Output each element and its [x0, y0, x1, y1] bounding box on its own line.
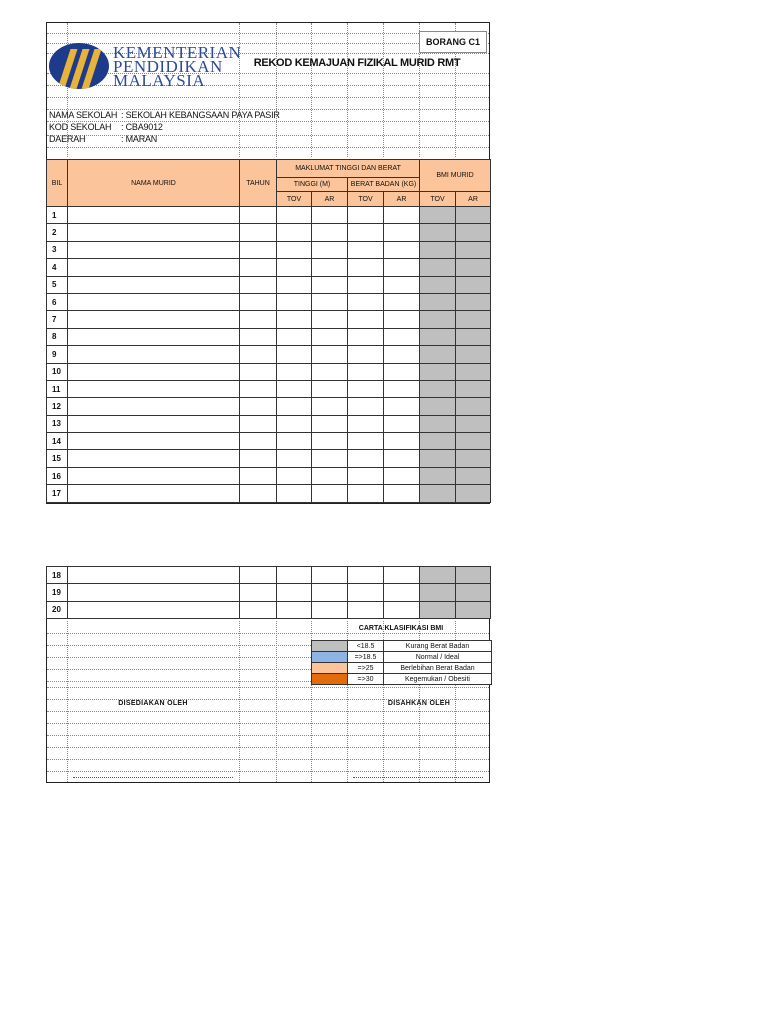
- row-number: 18: [47, 567, 68, 584]
- grid-line: [276, 23, 277, 157]
- bmi-ar-cell[interactable]: [456, 311, 491, 328]
- height-ar-cell[interactable]: [312, 241, 348, 258]
- table-row: [47, 241, 491, 258]
- year-cell[interactable]: [240, 276, 277, 293]
- weight-ar-cell[interactable]: [384, 601, 420, 618]
- grid-line: [47, 147, 489, 148]
- weight-tov-cell[interactable]: [348, 433, 384, 450]
- logo-text-line2: PENDIDIKAN: [113, 57, 223, 76]
- row-number: 3: [47, 241, 68, 258]
- student-name-cell[interactable]: [68, 467, 240, 484]
- ministry-emblem-icon: [49, 43, 109, 89]
- bmi-tov-cell[interactable]: [420, 241, 456, 258]
- weight-tov-cell[interactable]: [348, 224, 384, 241]
- weight-tov-cell[interactable]: [348, 328, 384, 345]
- bmi-tov-cell[interactable]: [420, 311, 456, 328]
- table-row: [47, 601, 491, 618]
- bmi-tov-cell[interactable]: [420, 363, 456, 380]
- form-code-box: BORANG C1: [419, 31, 487, 53]
- bmi-tov-cell[interactable]: [420, 380, 456, 397]
- grid-line: [47, 711, 489, 712]
- table-row: [47, 328, 491, 345]
- year-cell[interactable]: [240, 224, 277, 241]
- height-tov-cell[interactable]: [277, 601, 312, 618]
- prepared-by-label: DISEDIAKAN OLEH: [118, 700, 188, 707]
- height-tov-cell[interactable]: [277, 293, 312, 310]
- year-cell[interactable]: [240, 485, 277, 502]
- bmi-color-swatch: [312, 674, 348, 685]
- height-ar-cell[interactable]: [312, 293, 348, 310]
- row-number: 11: [47, 380, 68, 397]
- bmi-ar-cell[interactable]: [456, 259, 491, 276]
- weight-tov-cell[interactable]: [348, 467, 384, 484]
- grid-line: [347, 23, 348, 157]
- year-cell[interactable]: [240, 467, 277, 484]
- height-tov-cell[interactable]: [277, 567, 312, 584]
- bmi-ar-cell[interactable]: [456, 380, 491, 397]
- weight-tov-cell[interactable]: [348, 363, 384, 380]
- year-cell[interactable]: [240, 293, 277, 310]
- approved-by-label: DISAHKAN OLEH: [387, 700, 451, 707]
- row-number: 2: [47, 224, 68, 241]
- bmi-legend-table: [311, 640, 492, 685]
- bmi-color-swatch: [312, 652, 348, 663]
- bmi-tov-cell[interactable]: [420, 467, 456, 484]
- year-cell[interactable]: [240, 584, 277, 601]
- student-name-cell[interactable]: [68, 207, 240, 224]
- bmi-ar-cell[interactable]: [456, 467, 491, 484]
- height-ar-cell[interactable]: [312, 467, 348, 484]
- weight-ar-cell[interactable]: [384, 584, 420, 601]
- height-tov-cell[interactable]: [277, 433, 312, 450]
- grid-line: [311, 23, 312, 157]
- height-ar-cell[interactable]: [312, 450, 348, 467]
- bmi-ar-cell[interactable]: [456, 415, 491, 432]
- weight-ar-cell[interactable]: [384, 485, 420, 502]
- height-ar-cell[interactable]: [312, 433, 348, 450]
- student-record-table: [46, 159, 491, 503]
- ministry-logo: [49, 43, 242, 95]
- prepared-by-signature-line: [73, 777, 233, 778]
- table-row: [47, 415, 491, 432]
- student-name-cell[interactable]: [68, 293, 240, 310]
- approved-by-signature-line: [353, 777, 483, 778]
- student-name-cell[interactable]: [68, 601, 240, 618]
- table-row: [47, 485, 491, 502]
- bmi-tov-cell[interactable]: [420, 398, 456, 415]
- height-tov-cell[interactable]: [277, 485, 312, 502]
- grid-line: [47, 687, 489, 688]
- student-name-cell[interactable]: [68, 346, 240, 363]
- bmi-legend-row: [312, 641, 492, 652]
- year-cell[interactable]: [240, 433, 277, 450]
- bmi-tov-cell[interactable]: [420, 293, 456, 310]
- grid-line: [47, 735, 489, 736]
- bmi-tov-cell[interactable]: [420, 567, 456, 584]
- weight-ar-cell[interactable]: [384, 567, 420, 584]
- row-number: 19: [47, 584, 68, 601]
- height-ar-cell[interactable]: [312, 276, 348, 293]
- bmi-ar-cell[interactable]: [456, 433, 491, 450]
- header-weight-tov: TOV: [348, 192, 384, 207]
- row-number: 7: [47, 311, 68, 328]
- header-bmi-tov: TOV: [420, 192, 456, 207]
- student-name-cell[interactable]: [68, 241, 240, 258]
- bmi-category-label: Kegemukan / Obesiti: [384, 674, 492, 685]
- bmi-tov-cell[interactable]: [420, 328, 456, 345]
- height-tov-cell[interactable]: [277, 328, 312, 345]
- district-row: [49, 134, 158, 144]
- grid-line: [47, 633, 489, 634]
- row-number: 17: [47, 485, 68, 502]
- grid-line: [47, 723, 489, 724]
- height-ar-cell[interactable]: [312, 601, 348, 618]
- weight-ar-cell[interactable]: [384, 380, 420, 397]
- district-value: : MARAN: [121, 134, 158, 144]
- weight-tov-cell[interactable]: [348, 293, 384, 310]
- student-name-cell[interactable]: [68, 363, 240, 380]
- bmi-legend-title: CARTA KLASIFIKASI BMI: [358, 625, 444, 632]
- year-cell[interactable]: [240, 328, 277, 345]
- bmi-ar-cell[interactable]: [456, 276, 491, 293]
- header-year: TAHUN: [240, 160, 277, 207]
- grid-line: [47, 121, 489, 122]
- row-number: 13: [47, 415, 68, 432]
- bmi-range: <18.5: [348, 641, 384, 652]
- weight-tov-cell[interactable]: [348, 584, 384, 601]
- bmi-ar-cell[interactable]: [456, 346, 491, 363]
- logo-text-line1: KEMENTERIAN: [113, 43, 242, 62]
- weight-ar-cell[interactable]: [384, 293, 420, 310]
- bmi-category-label: Normal / Ideal: [384, 652, 492, 663]
- table-row: [47, 380, 491, 397]
- bmi-tov-cell[interactable]: [420, 433, 456, 450]
- weight-tov-cell[interactable]: [348, 601, 384, 618]
- student-name-cell[interactable]: [68, 398, 240, 415]
- student-rows-page-1: [47, 207, 491, 503]
- weight-ar-cell[interactable]: [384, 346, 420, 363]
- header-height-weight-info: MAKLUMAT TINGGI DAN BERAT: [277, 160, 420, 178]
- grid-line: [276, 621, 277, 782]
- header-height-ar: AR: [312, 192, 348, 207]
- bmi-ar-cell[interactable]: [456, 485, 491, 502]
- bmi-range: =>25: [348, 663, 384, 674]
- row-number: 5: [47, 276, 68, 293]
- row-number: 8: [47, 328, 68, 345]
- bmi-ar-cell[interactable]: [456, 207, 491, 224]
- weight-ar-cell[interactable]: [384, 415, 420, 432]
- bmi-tov-cell[interactable]: [420, 259, 456, 276]
- bmi-tov-cell[interactable]: [420, 450, 456, 467]
- height-tov-cell[interactable]: [277, 398, 312, 415]
- weight-tov-cell[interactable]: [348, 415, 384, 432]
- bmi-tov-cell[interactable]: [420, 207, 456, 224]
- weight-ar-cell[interactable]: [384, 450, 420, 467]
- height-tov-cell[interactable]: [277, 276, 312, 293]
- bmi-legend-row: [312, 674, 492, 685]
- height-ar-cell[interactable]: [312, 259, 348, 276]
- height-tov-cell[interactable]: [277, 584, 312, 601]
- row-number: 1: [47, 207, 68, 224]
- student-name-cell[interactable]: [68, 485, 240, 502]
- year-cell[interactable]: [240, 567, 277, 584]
- weight-tov-cell[interactable]: [348, 398, 384, 415]
- form-sheet-page-1: [46, 22, 490, 504]
- logo-text-line3: MALAYSIA: [113, 71, 206, 90]
- row-number: 6: [47, 293, 68, 310]
- weight-tov-cell[interactable]: [348, 380, 384, 397]
- form-sheet-page-2: [46, 566, 490, 783]
- year-cell[interactable]: [240, 346, 277, 363]
- year-cell[interactable]: [240, 398, 277, 415]
- header-weight-ar: AR: [384, 192, 420, 207]
- bmi-tov-cell[interactable]: [420, 601, 456, 618]
- table-row: [47, 450, 491, 467]
- row-number: 4: [47, 259, 68, 276]
- weight-ar-cell[interactable]: [384, 241, 420, 258]
- height-ar-cell[interactable]: [312, 584, 348, 601]
- height-tov-cell[interactable]: [277, 311, 312, 328]
- year-cell[interactable]: [240, 207, 277, 224]
- weight-tov-cell[interactable]: [348, 450, 384, 467]
- grid-line: [47, 135, 489, 136]
- table-row: [47, 293, 491, 310]
- bmi-tov-cell[interactable]: [420, 224, 456, 241]
- student-record-table-continued: [46, 566, 491, 619]
- height-ar-cell[interactable]: [312, 398, 348, 415]
- bmi-ar-cell[interactable]: [456, 241, 491, 258]
- table-row: [47, 433, 491, 450]
- weight-ar-cell[interactable]: [384, 328, 420, 345]
- weight-ar-cell[interactable]: [384, 311, 420, 328]
- height-ar-cell[interactable]: [312, 380, 348, 397]
- weight-tov-cell[interactable]: [348, 259, 384, 276]
- bmi-ar-cell[interactable]: [456, 363, 491, 380]
- header-bmi-ar: AR: [456, 192, 491, 207]
- bmi-range: =>30: [348, 674, 384, 685]
- row-number: 20: [47, 601, 68, 618]
- year-cell[interactable]: [240, 601, 277, 618]
- bmi-color-swatch: [312, 663, 348, 674]
- bmi-ar-cell[interactable]: [456, 328, 491, 345]
- year-cell[interactable]: [240, 363, 277, 380]
- height-tov-cell[interactable]: [277, 207, 312, 224]
- weight-tov-cell[interactable]: [348, 485, 384, 502]
- height-tov-cell[interactable]: [277, 363, 312, 380]
- weight-ar-cell[interactable]: [384, 433, 420, 450]
- bmi-ar-cell[interactable]: [456, 293, 491, 310]
- table-row: [47, 346, 491, 363]
- bmi-legend-row: [312, 663, 492, 674]
- year-cell[interactable]: [240, 380, 277, 397]
- height-tov-cell[interactable]: [277, 224, 312, 241]
- height-ar-cell[interactable]: [312, 485, 348, 502]
- row-number: 15: [47, 450, 68, 467]
- year-cell[interactable]: [240, 450, 277, 467]
- grid-line: [47, 759, 489, 760]
- header-height: TINGGI (M): [277, 178, 348, 192]
- bmi-tov-cell[interactable]: [420, 584, 456, 601]
- bmi-tov-cell[interactable]: [420, 276, 456, 293]
- weight-ar-cell[interactable]: [384, 363, 420, 380]
- student-name-cell[interactable]: [68, 450, 240, 467]
- student-name-cell[interactable]: [68, 224, 240, 241]
- table-row: [47, 398, 491, 415]
- table-row: [47, 363, 491, 380]
- weight-ar-cell[interactable]: [384, 276, 420, 293]
- height-ar-cell[interactable]: [312, 415, 348, 432]
- student-name-cell[interactable]: [68, 584, 240, 601]
- school-code-value: : CBA9012: [121, 122, 163, 132]
- table-row: [47, 259, 491, 276]
- row-number: 16: [47, 467, 68, 484]
- bmi-legend-row: [312, 652, 492, 663]
- school-name-value: : SEKOLAH KEBANGSAAN PAYA PASIR: [121, 110, 280, 120]
- district-label: DAERAH: [49, 134, 86, 144]
- student-name-cell[interactable]: [68, 328, 240, 345]
- weight-tov-cell[interactable]: [348, 276, 384, 293]
- student-name-cell[interactable]: [68, 259, 240, 276]
- height-ar-cell[interactable]: [312, 207, 348, 224]
- height-tov-cell[interactable]: [277, 467, 312, 484]
- bmi-tov-cell[interactable]: [420, 415, 456, 432]
- student-name-cell[interactable]: [68, 380, 240, 397]
- year-cell[interactable]: [240, 259, 277, 276]
- bmi-ar-cell[interactable]: [456, 584, 491, 601]
- table-row: [47, 276, 491, 293]
- weight-tov-cell[interactable]: [348, 207, 384, 224]
- bmi-tov-cell[interactable]: [420, 346, 456, 363]
- row-number: 9: [47, 346, 68, 363]
- table-row: [47, 467, 491, 484]
- bmi-ar-cell[interactable]: [456, 450, 491, 467]
- school-name-row: [49, 110, 280, 120]
- bmi-tov-cell[interactable]: [420, 485, 456, 502]
- year-cell[interactable]: [240, 311, 277, 328]
- height-tov-cell[interactable]: [277, 450, 312, 467]
- weight-tov-cell[interactable]: [348, 311, 384, 328]
- height-ar-cell[interactable]: [312, 363, 348, 380]
- row-number: 14: [47, 433, 68, 450]
- table-row: [47, 567, 491, 584]
- school-code-row: [49, 122, 163, 132]
- height-tov-cell[interactable]: [277, 380, 312, 397]
- height-ar-cell[interactable]: [312, 567, 348, 584]
- weight-ar-cell[interactable]: [384, 398, 420, 415]
- row-number: 12: [47, 398, 68, 415]
- weight-tov-cell[interactable]: [348, 241, 384, 258]
- row-number: 10: [47, 363, 68, 380]
- grid-line: [239, 621, 240, 782]
- student-rows-page-2: [47, 567, 491, 619]
- year-cell[interactable]: [240, 415, 277, 432]
- grid-line: [47, 771, 489, 772]
- bmi-category-label: Berlebihan Berat Badan: [384, 663, 492, 674]
- student-name-cell[interactable]: [68, 415, 240, 432]
- weight-tov-cell[interactable]: [348, 346, 384, 363]
- student-name-cell[interactable]: [68, 276, 240, 293]
- bmi-ar-cell[interactable]: [456, 224, 491, 241]
- header-bmi: BMI MURID: [420, 160, 491, 192]
- student-name-cell[interactable]: [68, 567, 240, 584]
- height-tov-cell[interactable]: [277, 346, 312, 363]
- height-tov-cell[interactable]: [277, 259, 312, 276]
- bmi-ar-cell[interactable]: [456, 567, 491, 584]
- bmi-color-swatch: [312, 641, 348, 652]
- bmi-ar-cell[interactable]: [456, 601, 491, 618]
- year-cell[interactable]: [240, 241, 277, 258]
- school-code-label: KOD SEKOLAH: [49, 122, 112, 132]
- student-name-cell[interactable]: [68, 433, 240, 450]
- height-ar-cell[interactable]: [312, 311, 348, 328]
- school-name-label: NAMA SEKOLAH: [49, 110, 118, 120]
- height-ar-cell[interactable]: [312, 346, 348, 363]
- student-name-cell[interactable]: [68, 311, 240, 328]
- weight-ar-cell[interactable]: [384, 224, 420, 241]
- page-title: REKOD KEMAJUAN FIZIKAL MURID RMT: [253, 57, 461, 69]
- table-row: [47, 584, 491, 601]
- header-bil: BIL: [47, 160, 68, 207]
- bmi-ar-cell[interactable]: [456, 398, 491, 415]
- height-ar-cell[interactable]: [312, 328, 348, 345]
- height-tov-cell[interactable]: [277, 415, 312, 432]
- weight-tov-cell[interactable]: [348, 567, 384, 584]
- bmi-category-label: Kurang Berat Badan: [384, 641, 492, 652]
- weight-ar-cell[interactable]: [384, 207, 420, 224]
- weight-ar-cell[interactable]: [384, 467, 420, 484]
- table-row: [47, 224, 491, 241]
- grid-line: [47, 97, 489, 98]
- grid-line: [383, 23, 384, 157]
- header-height-tov: TOV: [277, 192, 312, 207]
- table-row: [47, 207, 491, 224]
- height-tov-cell[interactable]: [277, 241, 312, 258]
- header-weight: BERAT BADAN (KG): [348, 178, 420, 192]
- header-student-name: NAMA MURID: [68, 160, 240, 207]
- bmi-range: =>18.5: [348, 652, 384, 663]
- table-row: [47, 311, 491, 328]
- grid-line: [47, 747, 489, 748]
- weight-ar-cell[interactable]: [384, 259, 420, 276]
- height-ar-cell[interactable]: [312, 224, 348, 241]
